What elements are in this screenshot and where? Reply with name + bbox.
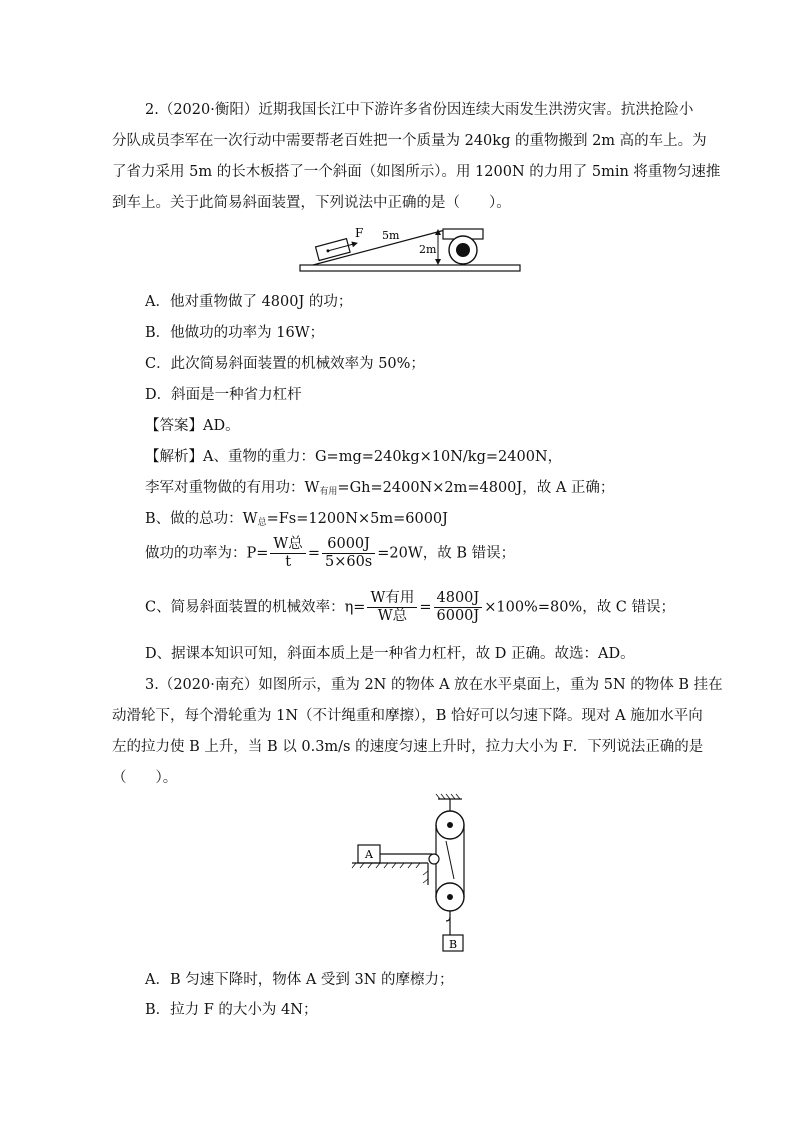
fraction-numerator: 6000J — [322, 536, 375, 554]
q2-option-b: B．他做功的功率为 16W； — [145, 325, 325, 341]
fraction-numerator: 4800J — [434, 590, 483, 608]
analysis-text: =20W，故 B 错误； — [377, 545, 516, 562]
analysis-text: 做功的功率为：P= — [145, 545, 269, 562]
q3-stem-line-2: 动滑轮下，每个滑轮重为 1N（不计绳重和摩擦），B 恰好可以匀速下降。现对 A 施加水平向 — [112, 708, 703, 724]
hook — [446, 911, 450, 921]
q2-stem-line-4: 到车上。关于此简易斜面装置，下列说法中正确的是（ ）。 — [112, 195, 511, 211]
subscript: 有用 — [319, 487, 338, 497]
q3-option-a: A．B 匀速下降时，物体 A 受到 3N 的摩檫力； — [145, 972, 454, 988]
power-fraction-symbolic — [270, 536, 305, 571]
analysis-text: ×100%=80%，故 C 错误； — [484, 599, 676, 616]
fraction-numerator: W有用 — [367, 590, 417, 608]
fraction-denominator: 5×60s — [324, 554, 373, 570]
fraction-denominator: 6000J — [436, 608, 480, 624]
q3-stem-line-1: 3.（2020·南充）如图所示，重为 2N 的物体 A 放在水平桌面上，重为 5N 的物体 B 挂在 — [145, 677, 723, 693]
q2-stem-line-1: 2.（2020·衡阳）近期我国长江中下游许多省份因连续大雨发生洪涝灾害。抗洪抢险小 — [145, 102, 694, 118]
q2-stem-line-3: 了省力采用 5m 的长木板搭了一个斜面（如图所示）。用 1200N 的力用了 5min 将重物匀速推 — [112, 164, 721, 180]
analysis-text: B、做的总功：W — [145, 511, 258, 527]
q2-answer: 【答案】AD。 — [145, 418, 240, 434]
q3-option-b: B．拉力 F 的大小为 4N； — [145, 1002, 318, 1018]
length-label: 5m — [382, 229, 400, 242]
pulley-figure — [350, 793, 490, 955]
q2-analysis-line-6: D、据课本知识可知，斜面本质上是一种省力杠杆，故 D 正确。故选：AD。 — [145, 646, 635, 662]
q2-analysis-line-3 — [145, 509, 448, 533]
equals-sign: = — [307, 545, 320, 562]
q2-analysis-line-2 — [145, 478, 614, 502]
q3-stem-line-3: 左的拉力使 B 上升，当 B 以 0.3m/s 的速度匀速上升时，拉力大小为 F．下列说法正确的是 — [112, 739, 704, 755]
table-hatch — [352, 863, 428, 883]
ceiling-hatch — [446, 794, 450, 799]
fixed-pulley-axle — [447, 822, 453, 828]
analysis-text: 李军对重物做的有用功：W — [145, 480, 320, 496]
q2-analysis-line-1: 【解析】A、重物的重力：G=mg=240kg×10N/kg=2400N， — [145, 449, 563, 465]
power-fraction-numeric — [322, 536, 375, 571]
q2-stem-line-2: 分队成员李军在一次行动中需要帮老百姓把一个质量为 240kg 的重物搬到 2m 高的车上。为 — [112, 133, 707, 149]
fraction-denominator: W总 — [377, 608, 408, 624]
height-label: 2m — [419, 243, 437, 256]
incline-figure — [295, 220, 525, 275]
equals-sign: = — [419, 599, 432, 616]
table-pulley — [429, 854, 439, 864]
q3-stem-line-4: （ ）。 — [112, 770, 178, 786]
efficiency-fraction-numeric — [434, 590, 483, 625]
ceiling-hatch — [451, 794, 455, 799]
fraction-denominator: t — [285, 554, 292, 570]
ceiling-hatch — [436, 794, 440, 799]
block-a-label: A — [365, 848, 373, 861]
ground-board — [300, 265, 520, 271]
cart-wheel-hub — [456, 243, 470, 257]
ceiling-hatch — [441, 794, 445, 799]
analysis-text: =Gh=2400N×2m=4800J，故 A 正确； — [337, 480, 615, 496]
subscript: 总 — [257, 518, 267, 528]
fraction-numerator: W总 — [270, 536, 305, 554]
ceiling-hatch — [456, 794, 460, 799]
force-label: F — [355, 226, 364, 240]
q2-analysis-line-5 — [145, 590, 675, 625]
q2-option-c: C．此次简易斜面装置的机械效率为 50%； — [145, 356, 425, 372]
q2-analysis-line-4 — [145, 536, 515, 571]
q2-option-d: D．斜面是一种省力杠杆 — [145, 387, 302, 403]
height-arrow-head-bottom — [435, 259, 441, 265]
load-box — [316, 236, 360, 260]
rope-middle — [446, 841, 454, 879]
analysis-text: C、简易斜面装置的机械效率：η= — [145, 599, 366, 616]
analysis-text: =Fs=1200N×5m=6000J — [266, 511, 448, 527]
q2-option-a: A．他对重物做了 4800J 的功； — [145, 294, 353, 310]
block-b-label: B — [449, 938, 458, 951]
efficiency-fraction-symbolic — [367, 590, 417, 625]
movable-pulley-axle — [447, 894, 453, 900]
